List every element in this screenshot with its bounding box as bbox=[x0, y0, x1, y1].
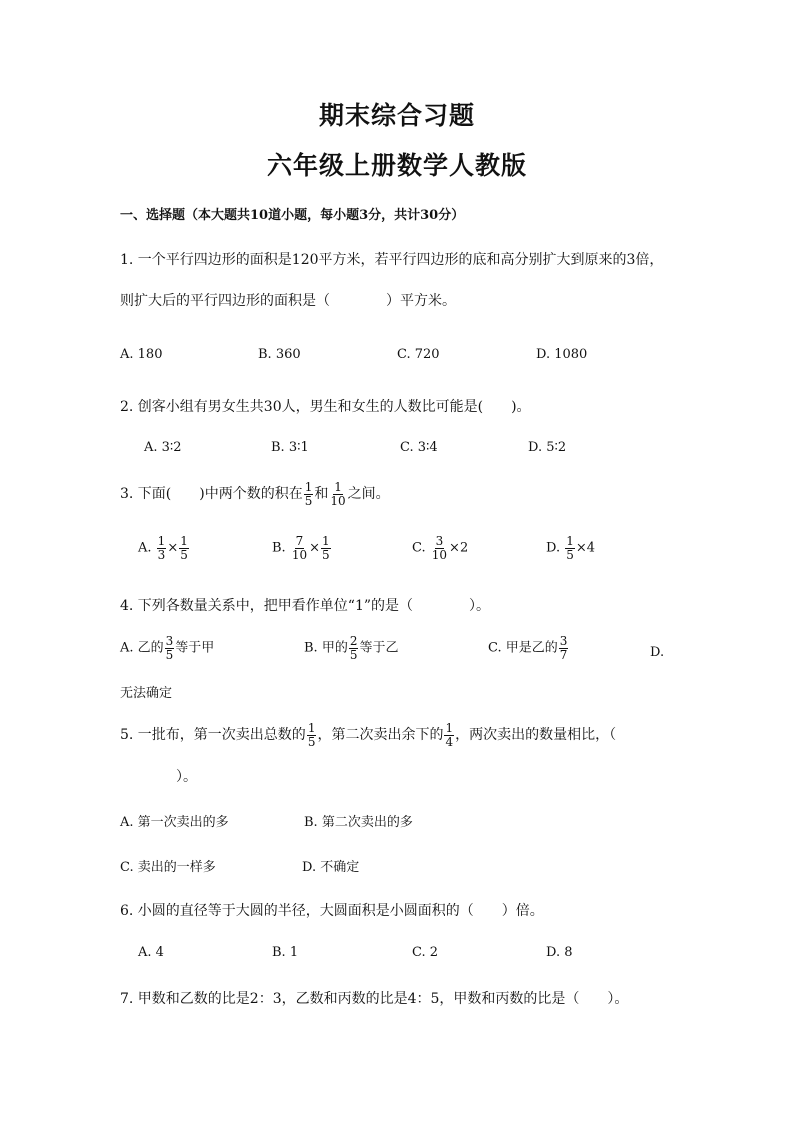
section-heading: 一、选择题（本大题共10道小题，每小题3分，共计30分） bbox=[120, 208, 465, 223]
numerator: 3 bbox=[559, 634, 568, 648]
q2-option-d: D. 5∶2 bbox=[528, 440, 567, 455]
denominator: 5 bbox=[349, 647, 358, 662]
q3-text-post: 之间。 bbox=[347, 486, 390, 503]
numerator: 1 bbox=[307, 721, 316, 735]
question-5 bbox=[120, 722, 616, 748]
q1-option-d: D. 1080 bbox=[536, 347, 588, 362]
fraction bbox=[444, 722, 454, 748]
numerator: 1 bbox=[304, 480, 313, 494]
option-label: B. bbox=[272, 540, 286, 556]
denominator: 10 bbox=[291, 547, 308, 562]
q3-option-b bbox=[272, 535, 332, 561]
numerator: 1 bbox=[566, 534, 574, 548]
fraction bbox=[329, 481, 346, 507]
q5-option-a: A. 第一次卖出的多 bbox=[120, 815, 229, 830]
q6-option-a: A. 4 bbox=[138, 945, 164, 960]
q5-text-pre: 5. 一批布，第一次卖出总数的 bbox=[120, 727, 306, 744]
numerator: 1 bbox=[157, 534, 166, 548]
numerator: 3 bbox=[435, 534, 444, 548]
q2-option-b: B. 3∶1 bbox=[271, 440, 309, 455]
q4-option-d-text: 无法确定 bbox=[120, 686, 173, 701]
denominator: 5 bbox=[322, 547, 330, 562]
fraction bbox=[304, 481, 314, 507]
question-7: 7. 甲数和乙数的比是2：3，乙数和丙数的比是4：5，甲数和丙数的比是（ ）。 bbox=[120, 991, 629, 1007]
q4-option-b bbox=[304, 635, 398, 661]
option-text-post: 等于乙 bbox=[359, 640, 399, 656]
q6-option-b: B. 1 bbox=[272, 945, 299, 960]
numerator: 3 bbox=[165, 634, 174, 648]
q3-text-mid: 和 bbox=[314, 486, 329, 503]
denominator: 10 bbox=[330, 493, 346, 508]
operator-tail: ×4 bbox=[575, 540, 596, 556]
denominator: 4 bbox=[445, 734, 454, 749]
fraction bbox=[559, 635, 569, 661]
operator: × bbox=[309, 540, 321, 556]
q1-option-c: C. 720 bbox=[397, 347, 440, 362]
q3-text-pre: 3. 下面( )中两个数的积在 bbox=[120, 486, 303, 503]
question-4: 4. 下列各数量关系中，把甲看作单位“1”的是（ ）。 bbox=[120, 598, 491, 614]
fraction bbox=[179, 535, 189, 561]
numerator: 2 bbox=[349, 634, 358, 648]
numerator: 7 bbox=[295, 534, 304, 548]
question-6: 6. 小圆的直径等于大圆的半径，大圆面积是小圆面积的（ ）倍。 bbox=[120, 903, 544, 919]
q2-option-a: A. 3∶2 bbox=[144, 440, 182, 455]
q5-option-c: C. 卖出的一样多 bbox=[120, 860, 216, 875]
fraction bbox=[565, 535, 575, 561]
fraction bbox=[291, 535, 308, 561]
question-1-line-1: 1. 一个平行四边形的面积是120平方米，若平行四边形的底和高分别扩大到原来的3倍， bbox=[120, 252, 664, 268]
q1-option-b: B. 360 bbox=[258, 347, 301, 362]
q3-option-d bbox=[546, 535, 595, 561]
fraction bbox=[165, 635, 175, 661]
q3-option-c bbox=[412, 535, 468, 561]
denominator: 5 bbox=[180, 547, 188, 562]
denominator: 5 bbox=[304, 493, 313, 508]
denominator: 3 bbox=[157, 547, 166, 562]
q4-option-d-label: D. bbox=[650, 645, 665, 660]
q4-option-a bbox=[120, 635, 214, 661]
denominator: 10 bbox=[431, 547, 448, 562]
q6-option-c: C. 2 bbox=[412, 945, 439, 960]
denominator: 7 bbox=[559, 647, 568, 662]
denominator: 5 bbox=[307, 734, 316, 749]
numerator: 1 bbox=[322, 534, 330, 548]
operator: × bbox=[167, 540, 179, 556]
q5-option-b: B. 第二次卖出的多 bbox=[304, 815, 413, 830]
page-subtitle: 六年级上册数学人教版 bbox=[266, 151, 527, 180]
option-text-pre: C. 甲是乙的 bbox=[488, 640, 558, 656]
q5-text-post: ，两次卖出的数量相比，（ bbox=[455, 727, 617, 744]
question-5-line-2: ）。 bbox=[176, 769, 197, 785]
operator-tail: ×2 bbox=[449, 540, 469, 556]
numerator: 1 bbox=[180, 534, 188, 548]
option-label: C. bbox=[412, 540, 426, 556]
q4-option-c bbox=[488, 635, 569, 661]
fraction bbox=[349, 635, 359, 661]
q5-option-d: D. 不确定 bbox=[302, 860, 360, 875]
fraction bbox=[157, 535, 167, 561]
q2-option-c: C. 3∶4 bbox=[400, 440, 438, 455]
page-title: 期末综合习题 bbox=[318, 101, 475, 130]
q1-option-a: A. 180 bbox=[120, 347, 163, 362]
fraction bbox=[431, 535, 448, 561]
q3-option-a bbox=[138, 535, 190, 561]
option-text-post: 等于甲 bbox=[175, 640, 215, 656]
fraction bbox=[321, 535, 331, 561]
option-label: D. bbox=[546, 540, 561, 556]
question-3 bbox=[120, 481, 390, 507]
option-text-pre: A. 乙的 bbox=[120, 640, 164, 656]
question-1-line-2: 则扩大后的平行四边形的面积是（ ）平方米。 bbox=[120, 293, 456, 309]
q5-text-mid: ，第二次卖出余下的 bbox=[317, 727, 444, 744]
numerator: 1 bbox=[334, 480, 342, 494]
q6-option-d: D. 8 bbox=[546, 945, 573, 960]
question-2: 2. 创客小组有男女生共30人，男生和女生的人数比可能是( )。 bbox=[120, 399, 531, 415]
denominator: 5 bbox=[165, 647, 174, 662]
option-label: A. bbox=[138, 540, 152, 556]
numerator: 1 bbox=[445, 721, 454, 735]
option-text-pre: B. 甲的 bbox=[304, 640, 348, 656]
fraction bbox=[307, 722, 317, 748]
denominator: 5 bbox=[566, 547, 574, 562]
